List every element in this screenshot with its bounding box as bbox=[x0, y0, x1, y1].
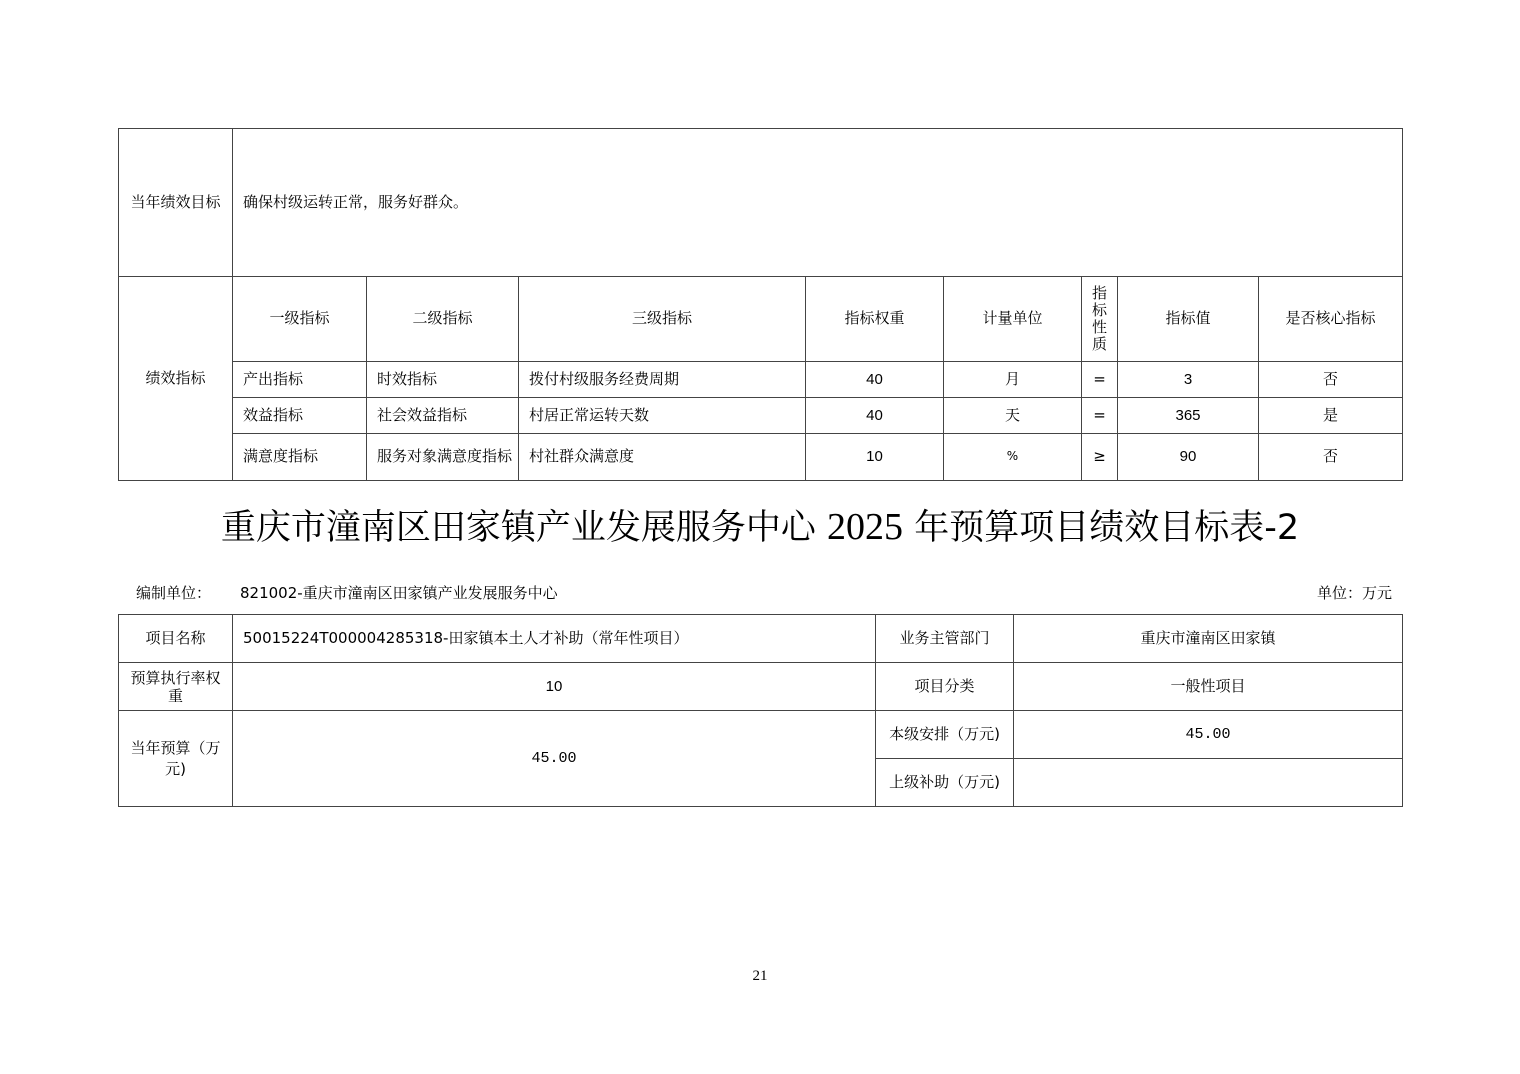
row-level3: 拨付村级服务经费周期 bbox=[519, 362, 806, 398]
local-label: 本级安排（万元) bbox=[876, 711, 1014, 759]
indicator-label: 绩效指标 bbox=[119, 277, 233, 481]
row-value: 365 bbox=[1118, 398, 1259, 434]
row-value: 3 bbox=[1118, 362, 1259, 398]
local-value: 45.00 bbox=[1014, 711, 1403, 759]
header-nature bbox=[1082, 277, 1118, 362]
org-value: 821002-重庆市潼南区田家镇产业发展服务中心 bbox=[240, 584, 558, 602]
row-level3: 村居正常运转天数 bbox=[519, 398, 806, 434]
row-value: 90 bbox=[1118, 434, 1259, 481]
title-part1: 重庆市潼南区田家镇产业发展服务中心 bbox=[220, 508, 816, 548]
row-core: 是 bbox=[1259, 398, 1403, 434]
row-level1: 产出指标 bbox=[233, 362, 367, 398]
header-level1: 一级指标 bbox=[233, 277, 367, 362]
category-value: 一般性项目 bbox=[1014, 663, 1403, 711]
header-level3: 三级指标 bbox=[519, 277, 806, 362]
row-unit: 月 bbox=[944, 362, 1082, 398]
page-number: 21 bbox=[752, 968, 768, 984]
project-info-table bbox=[118, 614, 1403, 807]
row-weight: 40 bbox=[806, 398, 944, 434]
row-nature: = bbox=[1082, 362, 1118, 398]
row-unit: % bbox=[944, 434, 1082, 481]
table-row bbox=[119, 434, 1403, 481]
budget-value: 45.00 bbox=[233, 711, 876, 807]
row-unit: 天 bbox=[944, 398, 1082, 434]
category-label: 项目分类 bbox=[876, 663, 1014, 711]
exec-rate-value: 10 bbox=[233, 663, 876, 711]
exec-rate-label: 预算执行率权重 bbox=[119, 663, 233, 711]
table-row bbox=[119, 398, 1403, 434]
header-unit: 计量单位 bbox=[944, 277, 1082, 362]
row-nature: = bbox=[1082, 398, 1118, 434]
header-nature-text: 指标性质 bbox=[1091, 283, 1107, 354]
row-weight: 40 bbox=[806, 362, 944, 398]
goal-label: 当年绩效目标 bbox=[119, 129, 233, 277]
row-core: 否 bbox=[1259, 434, 1403, 481]
goal-text: 确保村级运转正常，服务好群众。 bbox=[233, 129, 1403, 277]
upper-label: 上级补助（万元) bbox=[876, 759, 1014, 807]
page-title bbox=[0, 500, 1520, 550]
org-label: 编制单位： bbox=[136, 584, 212, 602]
header-value: 指标值 bbox=[1118, 277, 1259, 362]
row-level1: 满意度指标 bbox=[233, 434, 367, 481]
budget-label: 当年预算（万元) bbox=[119, 711, 233, 807]
unit-text: 单位：万元 bbox=[1316, 584, 1392, 602]
table-row bbox=[119, 362, 1403, 398]
title-year: 2025 bbox=[827, 506, 904, 548]
dept-value: 重庆市潼南区田家镇 bbox=[1014, 615, 1403, 663]
title-part2: 年预算项目绩效目标表-2 bbox=[914, 508, 1300, 548]
row-level3: 村社群众满意度 bbox=[519, 434, 806, 481]
header-core: 是否核心指标 bbox=[1259, 277, 1403, 362]
row-level1: 效益指标 bbox=[233, 398, 367, 434]
upper-value bbox=[1014, 759, 1403, 807]
row-level2: 服务对象满意度指标 bbox=[367, 434, 519, 481]
project-name-value: 50015224T000004285318-田家镇本土人才补助（常年性项目） bbox=[233, 615, 876, 663]
row-core: 否 bbox=[1259, 362, 1403, 398]
project-name-label: 项目名称 bbox=[119, 615, 233, 663]
dept-label: 业务主管部门 bbox=[876, 615, 1014, 663]
row-level2: 社会效益指标 bbox=[367, 398, 519, 434]
header-weight: 指标权重 bbox=[806, 277, 944, 362]
header-level2: 二级指标 bbox=[367, 277, 519, 362]
performance-indicator-table bbox=[118, 128, 1403, 481]
row-nature: ≥ bbox=[1082, 434, 1118, 481]
row-level2: 时效指标 bbox=[367, 362, 519, 398]
row-weight: 10 bbox=[806, 434, 944, 481]
